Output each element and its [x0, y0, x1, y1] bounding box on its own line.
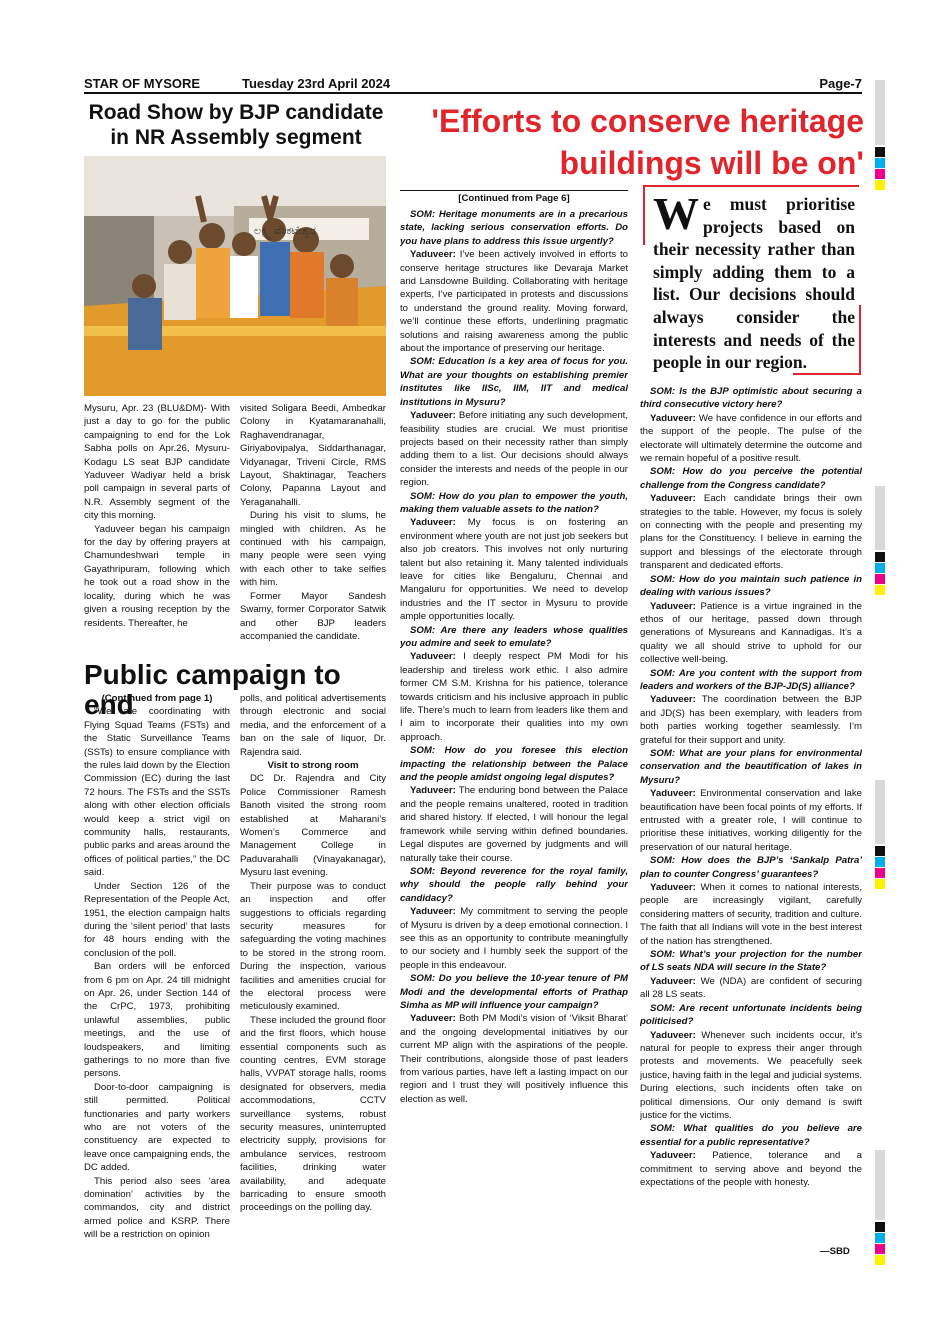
paragraph: Door-to-door campaigning is still permitted. Political functionaries and party workers who are not voters of the constituency are expected to leave once campaigning ends, the DC added.	[84, 1081, 230, 1174]
interview-headline	[400, 100, 864, 184]
headline-line-1: 'Efforts to conserve heritage	[431, 103, 864, 139]
paragraph: polls, and political advertisements through electronic and social media, and the enforcement of a ban on the sale of liquor, Dr. Rajendra said.	[240, 693, 386, 758]
road-show-column-1	[84, 402, 230, 646]
answer-text: We have confidence in our efforts and the support of the people. The pulse of the electorate will ultimately determine the outcome and we remain hopeful of a positive result.	[640, 412, 862, 465]
interview-question: SOM: Education is a key area of focus for you. What are your thoughts on establishing premier institutes like IISc, IIM, IIT and medical institutions in Mysuru?	[400, 356, 628, 408]
paragraph: Former Mayor Sandesh Swamy, former Corporator Satwik and other BJP leaders accompanied the candidate.	[240, 590, 386, 642]
paragraph: visited Soligara Beedi, Ambedkar Colony in Kyatamaranahalli, Raghavendranagar, Giriyabovipalya, Siddarthanagar, Vidyanagar, Triveni Circle, RMS Layout, Shaktinagar, Teachers Colony, Papanna Layout and Yeraganahalli.	[240, 403, 386, 508]
interview-question: SOM: How do you foresee this election impacting the relationship between the Palace and the people amidst ongoing legal disputes?	[400, 745, 628, 784]
registration-mark	[875, 1244, 885, 1254]
paragraph: Under Section 126 of the Representation of the People Act, 1951, the election campaign halts during the ‘silent period’ that lasts for 48 hours ending with the conclusion of the poll.	[84, 880, 230, 959]
registration-mark	[875, 574, 885, 584]
road-show-column-2	[240, 402, 386, 646]
interview-answer	[640, 881, 862, 948]
speaker-label: Yaduveer:	[650, 882, 696, 894]
registration-strip	[875, 80, 885, 145]
speaker-label: Yaduveer:	[650, 975, 696, 987]
speaker-label: Yaduveer:	[410, 517, 456, 529]
public-campaign-headline: Public campaign to end	[84, 659, 341, 720]
speaker-label: Yaduveer:	[650, 1150, 696, 1162]
registration-mark	[875, 180, 885, 190]
speaker-label: Yaduveer:	[650, 493, 696, 505]
answer-text: Both PM Modi’s vision of ‘Viksit Bharat’ and the ongoing developmental initiatives by our current MP align with the aspirations of the people. Their contributions, alongside those of past leaders from various parties, have left a lasting impact on our region and I trust they will positively influence this election as well.	[400, 1013, 628, 1105]
answer-text: I’ve been actively involved in efforts to conserve heritage structures like Devaraja Market and Lansdowne Building. Collaborating with heritage experts, I’ve participated in protests and discussions to understand the ground reality. Moving forward, we’ll continue these efforts, underlining pragmatic solutions and raising awareness among the public about the importance of preserving our heritage.	[400, 249, 628, 355]
paragraph: Ban orders will be enforced from 6 pm on Apr. 24 till midnight on Apr. 26, under Section 144 of the CrPC, 1973, prohibiting unlawful assemblies, public meetings, and the use of loudspeakers, and limiting gatherings to no more than five persons.	[84, 961, 230, 1080]
paragraph: DC Dr. Rajendra and City Police Commissioner Ramesh Banoth visited the strong room established at Maharani’s Women’s Commerce and Management College in Paduvarahalli (Vinayakanagar), Mysuru last evening.	[240, 773, 386, 879]
speaker-label: Yaduveer:	[650, 412, 696, 424]
interview-answer	[640, 1029, 862, 1123]
headline-line-2: buildings will be on'	[559, 145, 864, 181]
continued-note: (Continued from page 1)	[101, 693, 213, 704]
paragraph: Mysuru, Apr. 23 (BLU&DM)- With just a day to go for the public campaigning to end for the Lok Sabha polls on Apr.26, Mysuru-Kodagu LS seat BJP candidate Yaduveer Wadiyar held a brisk poll campaign in several parts of N.R. Assembly segment of the city this morning.	[84, 403, 230, 522]
registration-mark	[875, 1255, 885, 1265]
answer-text: Before initiating any such development, feasibility studies are crucial. We must prioritise projects based on their necessity rather than simply adding them to a list. Our decisions should always consider the interests and needs of the people in our region.	[400, 410, 628, 489]
paragraph: Their purpose was to conduct an inspection and offer suggestions to officials regarding security measures for safeguarding the voting machines to be stored in the strong room. During the inspection, various facilities and amenities crucial for the electoral process were meticulously examined.	[240, 880, 386, 1013]
interview-answer	[640, 1149, 862, 1189]
registration-mark	[875, 563, 885, 573]
answer-text: The coordination between the BJP and JD(S) has been exemplary, with leaders from both parties working together seamlessly. I’m grateful for their support and unity.	[640, 694, 862, 746]
interview-question: SOM: Heritage monuments are in a precarious state, lacking serious conservation efforts. Do you have plans to address this issue urgently?	[400, 209, 628, 247]
public-campaign-column-1	[84, 692, 230, 1262]
answer-text: I deeply respect PM Modi for his leadership and tireless work ethic. I also admire former CM S.M. Krishna for his patience, tolerance towards criticism and his inclusive approach in public life. There’s much to learn from leaders like them and I aim to incorporate their qualities into my own approach.	[400, 651, 628, 743]
answer-text: Each candidate brings their own strategies to the table. However, my focus is solely on connecting with the people and presenting my plans for the Constituency. I believe in earning the support and blessings of the electorate through transparent and dedicated efforts.	[640, 493, 862, 572]
photo-sign-text: ಲಕ್ಷ್ಮಿ ವೆಂಕಟೇಶ್ವರ	[254, 224, 316, 237]
registration-mark	[875, 1222, 885, 1232]
interview-question: SOM: What qualities do you believe are essential for a public representative?	[640, 1123, 862, 1148]
answer-text: When it comes to national interests, people are increasingly vigilant, carefully considering matters of security, tradition and culture. The faith that all Indians will vote in the best interest of the nation has strengthened.	[640, 882, 862, 947]
answer-text: We (NDA) are confident of securing all 28 LS seats.	[640, 975, 862, 1001]
interview-question: SOM: Beyond reverence for the royal family, why should the people rally behind your candidacy?	[400, 865, 628, 904]
pull-quote-text	[653, 188, 855, 374]
masthead	[84, 76, 862, 94]
paper-name: STAR OF MYSORE	[84, 76, 201, 91]
answer-text: Whenever such incidents occur, it’s natural for people to express their anger through protests and movements. We peacefully seek justice, having faith in the legal and judicial systems. During elections, such incidents often take on political dimensions. Our only demand is swift justice for the victims.	[640, 1029, 862, 1121]
speaker-label: Yaduveer:	[410, 785, 456, 797]
registration-mark	[875, 169, 885, 179]
registration-mark	[875, 1233, 885, 1243]
answer-text: Patience is a virtue ingrained in the ethos of our heritage, passed down through generations of Mysureans and Kannadigas. It’s a quality we all should strive to uphold for our collective well-being.	[640, 600, 862, 666]
answer-text: My focus is on fostering an environment where youth are not just job seekers but also job creators. This involves not only nurturing talent but also retaining it. Many talented individuals leave for cities like Bengaluru, Chennai and Mangaluru for opportunities. We need to develop industries and the IT sector in Mysuru to provide ample opportunities locally.	[400, 517, 628, 623]
interview-answer	[400, 650, 628, 744]
interview-answer	[400, 248, 628, 355]
paragraph: During his visit to slums, he mingled with children. As he continued with his campaign, many people were seen vying with each other to take selfies with him.	[240, 510, 386, 589]
answer-text: The enduring bond between the Palace and the people remains unaltered, rooted in tradition and shared history. If elected, I will honour the legal framework while serving within defined boundaries. Legal disputes are governed by judgments and will naturally take their course.	[400, 785, 628, 864]
answer-text: My commitment to serving the people of Mysuru is driven by a deep emotional connection. I see this as an opportunity to contribute meaningfully to our society and I humbly seek the support of the people in this endeavour.	[400, 906, 628, 971]
road-show-photo	[84, 156, 386, 396]
interview-question: SOM: What’s your projection for the number of LS seats NDA will secure in the State?	[640, 949, 862, 974]
paragraph: These included the ground floor and the first floors, which house essential components such as counting centres, EVM storage halls, VVPAT storage halls, rooms designated for observers, media accommodations, CCTV surveillance systems, robust security measures, uninterrupted electricity supply, provisions for ambulance services, restroom facilities, drinking water availability, and adequate barricading to ensure smooth proceedings on the polling day.	[240, 1014, 386, 1214]
interview-question: SOM: How do you maintain such patience in dealing with various issues?	[640, 573, 862, 599]
speaker-label: Yaduveer:	[410, 651, 456, 663]
registration-strip	[875, 486, 885, 550]
speaker-label: Yaduveer:	[410, 410, 456, 422]
interview-question: SOM: How do you perceive the potential challenge from the Congress candidate?	[640, 466, 862, 491]
issue-date: Tuesday 23rd April 2024	[242, 76, 391, 91]
speaker-label: Yaduveer:	[650, 1029, 696, 1041]
pull-quote-body: e must prioritise projects based on their necessity rather than simply adding them to a list. Our decisions should always consider the interests and needs of the people in our region.	[653, 194, 855, 373]
public-campaign-column-2	[240, 692, 386, 1262]
page-number: Page-7	[819, 76, 862, 91]
registration-strip	[875, 1150, 885, 1220]
interview-answer	[640, 492, 862, 572]
drop-cap: W	[653, 188, 699, 239]
registration-strip	[875, 780, 885, 844]
interview-question: SOM: Are recent unfortunate incidents being politicised?	[640, 1002, 862, 1028]
registration-mark	[875, 868, 885, 878]
interview-column-2	[640, 385, 862, 1255]
answer-text: Patience, tolerance and a commitment to serving above and beyond the expectations of the people with honesty.	[640, 1150, 862, 1188]
registration-mark	[875, 857, 885, 867]
interview-answer	[640, 412, 862, 466]
signoff: —SBD	[820, 1246, 850, 1257]
paragraph: This period also sees ‘area domination’ activities by the commandos, city and district armed police and KSRP. There will be a restriction on opinion	[84, 1175, 230, 1241]
speaker-label: Yaduveer:	[410, 249, 456, 261]
interview-answer	[400, 409, 628, 489]
interview-answer	[640, 600, 862, 667]
road-show-headline: Road Show by BJP candidate in NR Assembly segment	[88, 101, 384, 149]
interview-question: SOM: What are your plans for environmental conservation and the beautification of lakes in Mysuru?	[640, 747, 862, 786]
interview-answer	[640, 693, 862, 747]
interview-answer	[400, 784, 628, 864]
paragraph: “We are coordinating with Flying Squad Teams (FSTs) and the Static Surveillance Teams (SSTs) to ensure compliance with the rules laid down by the Election Commission (EC) during the last 72 hours. The FSTs and the SSTs along with other election officials would keep a strict vigil on community halls, restaurants, public parks and areas around the offices of political parties,” the DC said.	[84, 706, 230, 879]
interview-question: SOM: Is the BJP optimistic about securing a third consecutive victory here?	[640, 386, 862, 411]
speaker-label: Yaduveer:	[650, 788, 696, 800]
interview-answer	[400, 905, 628, 972]
interview-answer	[400, 516, 628, 623]
interview-question: SOM: How do you plan to empower the youth, making them valuable assets to the nation?	[400, 490, 628, 515]
continued-from-label: [Continued from Page 6]	[400, 190, 628, 204]
photo-icon	[84, 156, 386, 396]
interview-answer	[640, 787, 862, 854]
registration-mark	[875, 585, 885, 595]
paragraph: Yaduveer began his campaign for the day by offering prayers at Chamundeshwari temple in Gayathripuram, following which he took out a road show in the locality, during which he was given a rousing reception by the residents. Thereafter, he	[84, 523, 230, 629]
answer-text: Environmental conservation and lake beautification have been focal points of my efforts. If entrusted with a greater role, I will continue to prioritise these initiatives, working diligently for the preservation of our natural heritage.	[640, 788, 862, 853]
registration-mark	[875, 552, 885, 562]
interview-question: SOM: How does the BJP’s ‘Sankalp Patra’ plan to counter Congress’ guarantees?	[640, 855, 862, 880]
subhead: Visit to strong room	[267, 760, 359, 772]
interview-answer	[400, 1012, 628, 1106]
speaker-label: Yaduveer:	[410, 1013, 456, 1025]
registration-mark	[875, 846, 885, 856]
registration-mark	[875, 879, 885, 889]
interview-column-1	[400, 208, 628, 1262]
registration-mark	[875, 147, 885, 157]
speaker-label: Yaduveer:	[410, 906, 456, 918]
pull-quote	[643, 185, 861, 375]
interview-question: SOM: Do you believe the 10-year tenure of PM Modi and the developmental efforts of Prathap Simha as MP will influence your campaign?	[400, 973, 628, 1011]
interview-question: SOM: Are there any leaders whose qualities you admire and seek to emulate?	[400, 624, 628, 649]
speaker-label: Yaduveer:	[650, 600, 696, 612]
speaker-label: Yaduveer:	[650, 694, 696, 706]
interview-answer	[640, 975, 862, 1002]
registration-mark	[875, 158, 885, 168]
interview-question: SOM: Are you content with the support from leaders and workers of the BJP-JD(S) alliance?	[640, 667, 862, 692]
